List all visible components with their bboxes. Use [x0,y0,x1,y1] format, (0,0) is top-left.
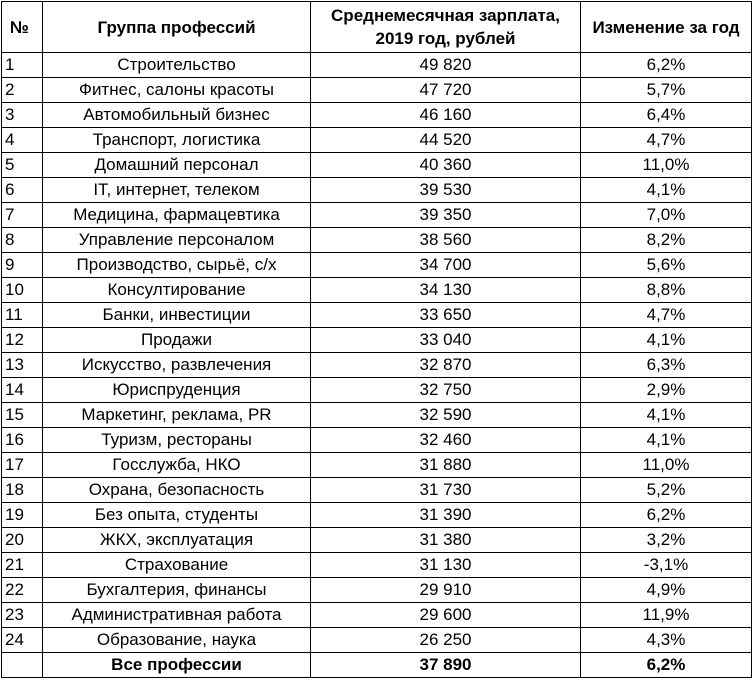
table-row [2,303,752,328]
row-number: 19 [2,503,43,528]
row-change: 5,6% [581,253,752,278]
header-salary: Среднемесячная зарплата, 2019 год, рублей [311,2,581,53]
table-row [2,403,752,428]
row-group: Консултирование [43,278,311,303]
row-number: 17 [2,453,43,478]
row-change: 6,3% [581,353,752,378]
row-salary: 46 160 [311,103,581,128]
table-row [2,353,752,378]
row-salary: 39 350 [311,203,581,228]
row-group: Охрана, безопасность [43,478,311,503]
row-salary: 33 040 [311,328,581,353]
row-group: Домашний персонал [43,153,311,178]
row-group: Административная работа [43,603,311,628]
row-group: Без опыта, студенты [43,503,311,528]
row-change: 5,2% [581,478,752,503]
row-number: 12 [2,328,43,353]
table-row [2,103,752,128]
row-number: 9 [2,253,43,278]
table-row [2,528,752,553]
total-change: 6,2% [581,653,752,678]
row-change: 8,2% [581,228,752,253]
row-salary: 32 460 [311,428,581,453]
table-row [2,128,752,153]
row-salary: 49 820 [311,53,581,78]
row-number: 14 [2,378,43,403]
row-group: IT, интернет, телеком [43,178,311,203]
row-change: 8,8% [581,278,752,303]
total-row [2,653,752,678]
table-row [2,428,752,453]
row-salary: 32 870 [311,353,581,378]
row-salary: 33 650 [311,303,581,328]
row-group: Управление персоналом [43,228,311,253]
row-number: 20 [2,528,43,553]
row-number: 10 [2,278,43,303]
row-change: 4,1% [581,403,752,428]
row-salary: 31 390 [311,503,581,528]
row-number: 23 [2,603,43,628]
salary-table [1,1,752,678]
table-row [2,78,752,103]
row-number: 21 [2,553,43,578]
row-change: 2,9% [581,378,752,403]
total-group: Все профессии [43,653,311,678]
row-change: 4,7% [581,128,752,153]
row-change: 4,1% [581,178,752,203]
row-change: 6,4% [581,103,752,128]
row-change: 4,9% [581,578,752,603]
table-header [2,2,752,53]
table-row [2,453,752,478]
row-group: Бухгалтерия, финансы [43,578,311,603]
row-group: Строительство [43,53,311,78]
table-row [2,278,752,303]
row-salary: 34 130 [311,278,581,303]
row-salary: 34 700 [311,253,581,278]
table-row [2,603,752,628]
table-body [2,53,752,653]
row-salary: 31 130 [311,553,581,578]
row-group: Продажи [43,328,311,353]
row-number: 16 [2,428,43,453]
row-number: 6 [2,178,43,203]
row-group: Образование, наука [43,628,311,653]
row-salary: 31 880 [311,453,581,478]
row-salary: 38 560 [311,228,581,253]
row-number: 7 [2,203,43,228]
row-salary: 31 730 [311,478,581,503]
row-group: Искусство, развлечения [43,353,311,378]
row-salary: 29 600 [311,603,581,628]
table-footer [2,653,752,678]
row-salary: 39 530 [311,178,581,203]
table-row [2,253,752,278]
row-group: Медицина, фармацевтика [43,203,311,228]
table-row [2,328,752,353]
row-salary: 32 750 [311,378,581,403]
row-group: Транспорт, логистика [43,128,311,153]
row-number: 2 [2,78,43,103]
row-salary: 47 720 [311,78,581,103]
total-number [2,653,43,678]
header-group: Группа профессий [43,2,311,53]
row-number: 13 [2,353,43,378]
table-row [2,228,752,253]
row-salary: 31 380 [311,528,581,553]
row-group: ЖКХ, эксплуатация [43,528,311,553]
table-row [2,628,752,653]
header-row [2,2,752,53]
table-row [2,203,752,228]
row-group: Юриспруденция [43,378,311,403]
table-row [2,53,752,78]
row-salary: 32 590 [311,403,581,428]
row-change: 4,7% [581,303,752,328]
row-number: 4 [2,128,43,153]
row-number: 1 [2,53,43,78]
row-change: 4,3% [581,628,752,653]
total-salary: 37 890 [311,653,581,678]
row-salary: 29 910 [311,578,581,603]
table-row [2,578,752,603]
row-salary: 40 360 [311,153,581,178]
table-row [2,503,752,528]
table-row [2,378,752,403]
row-number: 15 [2,403,43,428]
table-row [2,153,752,178]
table-row [2,478,752,503]
row-number: 18 [2,478,43,503]
row-group: Автомобильный бизнес [43,103,311,128]
row-number: 11 [2,303,43,328]
row-change: 11,0% [581,153,752,178]
row-change: 11,9% [581,603,752,628]
row-number: 8 [2,228,43,253]
row-change: 7,0% [581,203,752,228]
row-group: Банки, инвестиции [43,303,311,328]
row-change: -3,1% [581,553,752,578]
row-number: 3 [2,103,43,128]
header-number: № [2,2,43,53]
row-salary: 44 520 [311,128,581,153]
row-group: Туризм, рестораны [43,428,311,453]
header-change: Изменение за год [581,2,752,53]
row-change: 4,1% [581,328,752,353]
row-group: Госслужба, НКО [43,453,311,478]
row-number: 5 [2,153,43,178]
row-change: 3,2% [581,528,752,553]
row-change: 4,1% [581,428,752,453]
table-row [2,553,752,578]
row-group: Маркетинг, реклама, PR [43,403,311,428]
row-group: Страхование [43,553,311,578]
row-number: 24 [2,628,43,653]
row-change: 5,7% [581,78,752,103]
row-group: Фитнес, салоны красоты [43,78,311,103]
row-salary: 26 250 [311,628,581,653]
row-number: 22 [2,578,43,603]
row-change: 6,2% [581,53,752,78]
table-row [2,178,752,203]
row-group: Производство, сырьё, с/х [43,253,311,278]
row-change: 6,2% [581,503,752,528]
row-change: 11,0% [581,453,752,478]
